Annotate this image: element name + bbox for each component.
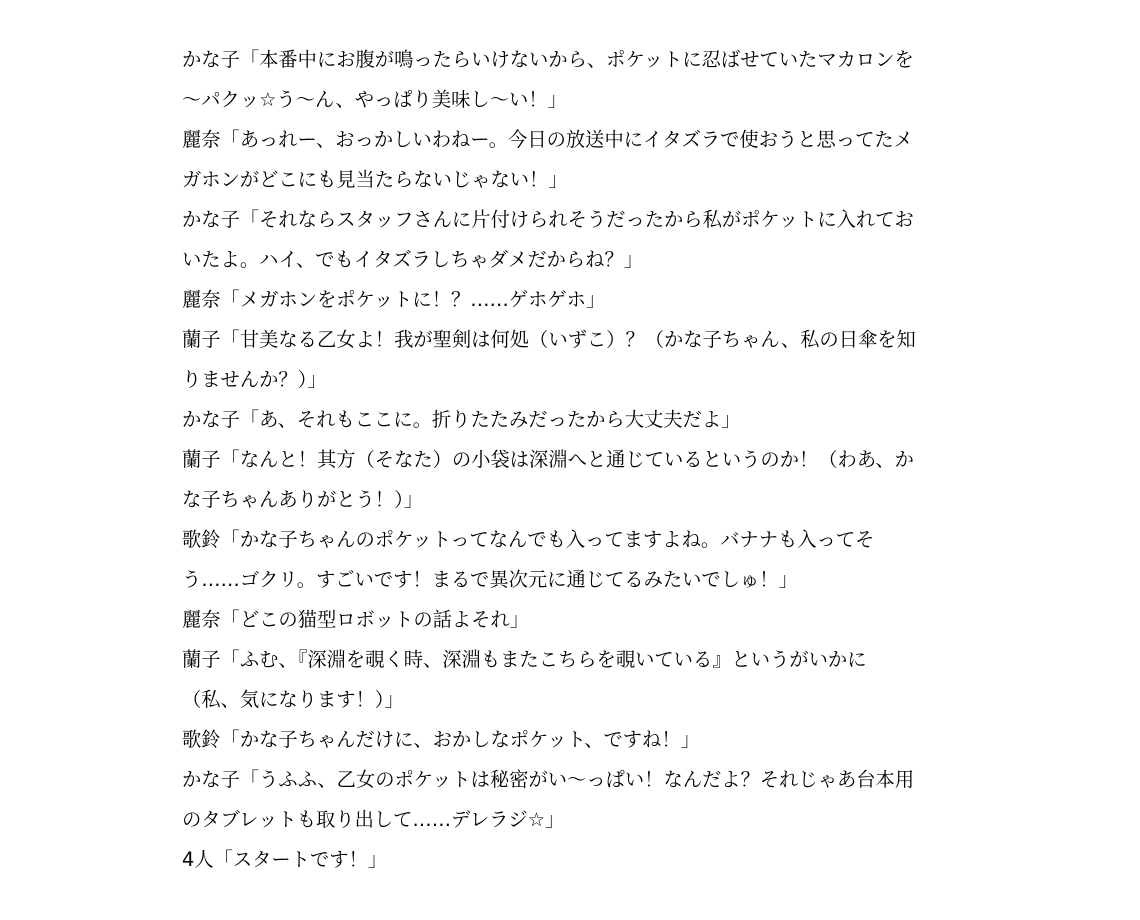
- text-line: 歌鈴「かな子ちゃんだけに、おかしなポケット、ですね！」: [182, 728, 700, 751]
- text-line: 蘭子「なんと！其方（そなた）の小袋は深淵へと通じているというのか！（わあ、か: [182, 448, 914, 471]
- text-line: 麗奈「メガホンをポケットに！？……ゲホゲホ」: [182, 288, 606, 311]
- text-line: 麗奈「あっれー、おっかしいわねー。今日の放送中にイタズラで使おうと思ってたメ: [182, 128, 913, 151]
- text-line: ガホンがどこにも見当たらないじゃない！」: [182, 168, 568, 191]
- text-line: りませんか？）」: [182, 368, 327, 391]
- text-line: のタブレットも取り出して……デレラジ☆」: [182, 808, 565, 831]
- text-line: う……ゴクリ。すごいです！まるで異次元に通じてるみたいでしゅ！」: [182, 568, 798, 591]
- text-line: 麗奈「どこの猫型ロボットの話よそれ」: [182, 608, 530, 631]
- text-line: （私、気になります！）」: [182, 688, 404, 711]
- text-line: かな子「本番中にお腹が鳴ったらいけないから、ポケットに忍ばせていたマカロンを: [182, 48, 914, 71]
- text-line: 4人「スタートです！」: [182, 848, 388, 871]
- text-line: かな子「それならスタッフさんに片付けられそうだったから私がポケットに入れてお: [182, 208, 914, 231]
- script-document: [182, 40, 960, 880]
- text-line: いたよ。ハイ、でもイタズラしちゃダメだからね？」: [182, 248, 644, 271]
- text-line: な子ちゃんありがとう！）」: [182, 488, 424, 511]
- text-line: 蘭子「ふむ、『深淵を覗く時、深淵もまたこちらを覗いている』というがいかに: [182, 648, 867, 671]
- text-line: かな子「うふふ、乙女のポケットは秘密がい～っぱい！なんだよ？それじゃあ台本用: [182, 768, 915, 791]
- text-line: ～パクッ☆う～ん、やっぱり美味し～い！」: [182, 88, 567, 111]
- text-line: かな子「あ、それもここに。折りたたみだったから大丈夫だよ」: [182, 408, 741, 431]
- text-line: 歌鈴「かな子ちゃんのポケットってなんでも入ってますよね。バナナも入ってそ: [182, 528, 875, 551]
- text-line: 蘭子「甘美なる乙女よ！我が聖剣は何処（いずこ）？（かな子ちゃん、私の日傘を知: [182, 328, 916, 351]
